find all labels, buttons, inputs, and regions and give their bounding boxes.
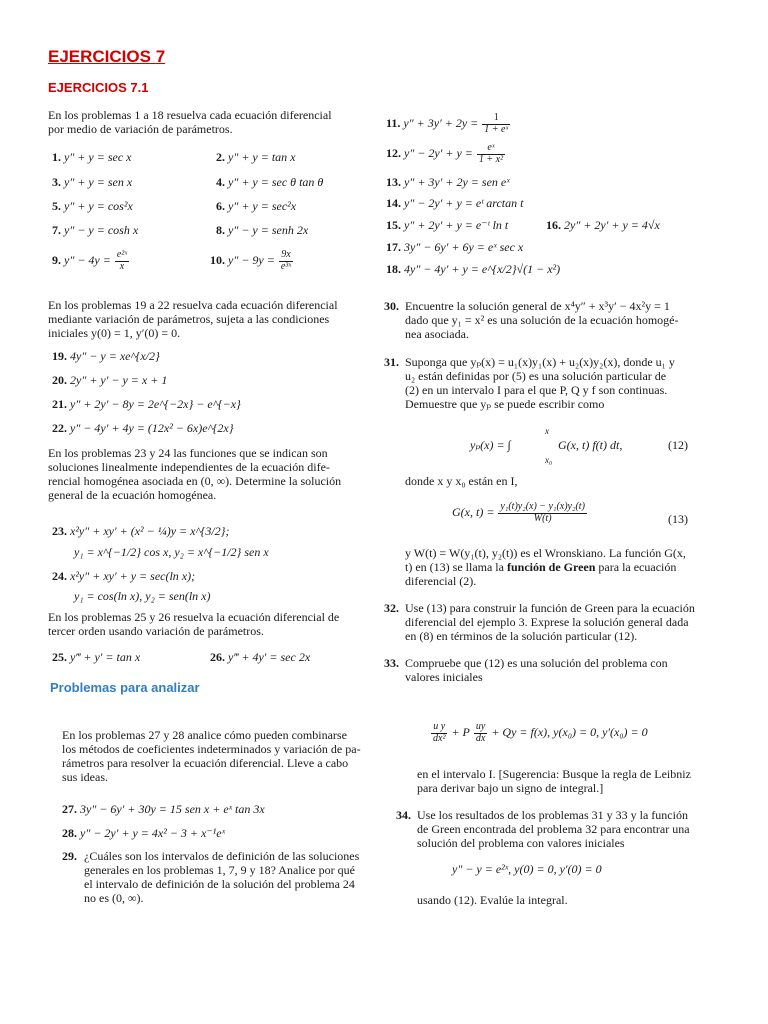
problem-32-text <box>405 601 697 643</box>
text-line: En los problemas 27 y 28 analice cómo pueden combinarse <box>62 728 347 742</box>
problem-5 <box>52 199 133 213</box>
problem-31-text <box>405 355 693 412</box>
denominator: e³ˣ <box>280 260 292 272</box>
equation: y″ + y = cos²x <box>64 199 133 213</box>
problem-31 <box>384 355 399 369</box>
fraction <box>431 722 447 744</box>
problem-number: 27. <box>62 802 77 816</box>
problem-number: 6. <box>216 199 225 213</box>
denominator: 1 + eˣ <box>484 123 509 135</box>
problem-23 <box>52 524 229 538</box>
text-line: general de la ecuación homogénea. <box>48 488 217 503</box>
integral-upper-limit: x <box>545 426 549 436</box>
problem-34 <box>396 808 411 822</box>
equation-tag: (12) <box>668 438 688 452</box>
text-line: u₂ están definidas por (5) es una solución particular de <box>405 369 667 384</box>
problem-number: 7. <box>52 223 61 237</box>
equation-lhs: yₚ(x) = ∫ <box>470 438 511 452</box>
intro-paragraph-5 <box>62 728 368 785</box>
problem-number: 34. <box>396 808 411 822</box>
equation-lhs: y″ + 3y′ + 2y = <box>403 115 479 130</box>
equation: x²y″ + xy′ + y = sec(ln x); <box>70 569 196 583</box>
problem-25 <box>52 650 140 664</box>
equation-lhs: y″ − 2y′ + y = <box>404 145 473 160</box>
equation-33 <box>430 722 648 744</box>
problem-9 <box>52 250 130 272</box>
equation: y″ + y = sec²x <box>228 199 297 213</box>
problem-11 <box>386 113 511 135</box>
text-line: Suponga que yₚ(x) = u₁(x)y₁(x) + u₂(x)y₂(x), donde u₁ y <box>405 355 675 369</box>
problem-19 <box>52 349 160 363</box>
text-line: para derivar bajo un signo de integral.] <box>417 781 604 796</box>
text-line: en el intervalo I. [Sugerencia: Busque la regla de Leibniz <box>417 767 691 781</box>
problem-8 <box>216 223 308 237</box>
equation: y″ + 3y′ + 2y = sen eˣ <box>404 175 510 189</box>
equation: 4y″ − y = xe^{x/2} <box>70 349 160 363</box>
problem-20 <box>52 373 167 387</box>
problem-15 <box>386 218 508 232</box>
text-line: iniciales y(0) = 1, y′(0) = 0. <box>48 326 181 341</box>
text-line: Use los resultados de los problemas 31 y 33 y la función <box>417 808 688 822</box>
text-line: En los problemas 25 y 26 resuelva la ecuación diferencial de <box>48 610 340 624</box>
text-line: Use (13) para construir la función de Green para la ecuación <box>405 601 695 615</box>
text-line: (2) en un intervalo I para el que P, Q y f son continuas. <box>405 383 668 398</box>
problem-10 <box>210 250 294 272</box>
equation: 2y″ + y′ − y = x + 1 <box>70 373 168 387</box>
problem-number: 4. <box>216 175 225 189</box>
problem-29 <box>62 849 77 863</box>
equation: y″ − 4y′ + 4y = (12x² − 6x)e^{2x} <box>70 421 234 435</box>
text-line: generales en los problemas 1, 7, 9 y 18? Analice por qué <box>84 863 355 878</box>
problem-27 <box>62 802 265 816</box>
problem-number: 13. <box>386 175 401 189</box>
problem-17 <box>386 240 523 254</box>
fraction <box>477 143 505 165</box>
intro-paragraph-1 <box>48 108 362 136</box>
problem-number: 25. <box>52 650 67 664</box>
denominator: W(t) <box>533 512 552 524</box>
problem-number: 14. <box>386 196 401 210</box>
problem-4 <box>216 175 323 189</box>
equation: y‴ + y′ = tan x <box>70 650 141 664</box>
problem-number: 5. <box>52 199 61 213</box>
problem-number: 28. <box>62 826 77 840</box>
equation: x²y″ + xy′ + (x² − ¼)y = x^{3/2}; <box>70 524 230 538</box>
problem-30 <box>384 299 399 313</box>
fraction <box>279 250 293 272</box>
text-line: sus ideas. <box>62 770 108 785</box>
fraction <box>115 250 129 272</box>
equation: 2y″ + 2y′ + y = 4√x <box>564 218 660 232</box>
problem-number: 10. <box>210 252 225 267</box>
numerator: u y <box>431 722 447 734</box>
numerator: 9x <box>279 250 293 262</box>
problem-21 <box>52 397 241 411</box>
text-line: ¿Cuáles son los intervalos de definición de las soluciones <box>84 849 360 863</box>
problem-33 <box>384 656 399 670</box>
problem-number: 22. <box>52 421 67 435</box>
text-line: En los problemas 23 y 24 las funciones que se indican son <box>48 446 328 460</box>
denominator: dx <box>475 732 486 744</box>
problem-number: 19. <box>52 349 67 363</box>
text-line: Encuentre la solución general de x⁴y″ + x³y′ − 4x²y = 1 <box>405 299 670 313</box>
problem-number: 9. <box>52 252 61 267</box>
text-line: En los problemas 19 a 22 resuelva cada ecuación diferencial <box>48 298 338 312</box>
term: + P <box>451 724 470 739</box>
equation: y″ − 2y′ + y = eᵗ arctan t <box>404 196 524 210</box>
text-line: de Green encontrada del problema 32 para encontrar una <box>417 822 690 837</box>
fraction <box>498 502 586 524</box>
page-title: EJERCICIOS 7 <box>48 47 166 66</box>
equation: y″ + 2y′ + y = e⁻ᵗ ln t <box>404 218 509 232</box>
problem-number: 31. <box>384 355 399 369</box>
bold-term: función de Green <box>506 560 596 575</box>
problem-26 <box>210 650 310 664</box>
equation: 4y″ − 4y′ + y = e^{x/2}√(1 − x²) <box>404 262 561 276</box>
problem-number: 17. <box>386 240 401 254</box>
text-line: el intervalo de definición de la solución del problema 24 <box>84 877 355 892</box>
numerator: y₁(t)y₂(x) − y₁(x)y₂(t) <box>500 501 585 512</box>
text-line: t) en (13) se llama la función de Green para la ecuación <box>405 560 677 575</box>
text-line: Compruebe que (12) es una solución del problema con <box>405 656 668 670</box>
equation-lhs: y″ − 4y = <box>64 252 111 267</box>
problem-14 <box>386 196 523 210</box>
fraction <box>474 722 487 744</box>
problem-number: 16. <box>546 218 561 232</box>
equation: y″ + y = sec x <box>64 150 132 164</box>
text-line: nea asociada. <box>405 327 469 342</box>
intro-paragraph-2 <box>48 298 362 340</box>
text-line: los métodos de coeficientes indeterminados y variación de pa- <box>62 742 361 757</box>
denominator: dx² <box>433 732 446 744</box>
equation: y‴ + 4y′ = sec 2x <box>228 650 311 664</box>
problem-number: 1. <box>52 150 61 164</box>
problem-33-text <box>405 656 697 684</box>
problem-number: 23. <box>52 524 67 538</box>
denominator: 1 + x² <box>478 153 504 165</box>
text-line: diferencial del ejemplo 3. Exprese la solución general dada <box>405 615 689 630</box>
text-line: tercer orden usando variación de parámetros. <box>48 624 264 639</box>
section-heading: Problemas para analizar <box>50 680 200 695</box>
equation: y″ − y = senh 2x <box>228 223 309 237</box>
problem-number: 15. <box>386 218 401 232</box>
solution-24: y₁ = cos(ln x), y₂ = sen(ln x) <box>74 589 211 603</box>
problem-number: 32. <box>384 601 399 615</box>
intro-paragraph-4 <box>48 610 362 638</box>
text-line: Demuestre que yₚ se puede escribir como <box>405 397 605 412</box>
equation: 3y″ − 6y′ + 30y = 15 sen x + eˣ tan 3x <box>80 802 265 816</box>
equation-rhs: G(x, t) f(t) dt, <box>558 438 623 452</box>
numerator: 1 <box>482 113 510 125</box>
problem-number: 3. <box>52 175 61 189</box>
equation-34: y″ − y = e²ˣ, y(0) = 0, y′(0) = 0 <box>452 862 602 876</box>
after-13-text <box>405 546 697 588</box>
problem-29-text <box>84 849 370 906</box>
problem-number: 18. <box>386 262 401 276</box>
problem-number: 8. <box>216 223 225 237</box>
problem-13 <box>386 175 510 189</box>
text-line: soluciones linealmente independientes de la ecuación dife- <box>48 460 330 475</box>
section-subtitle: EJERCICIOS 7.1 <box>48 80 149 95</box>
text-line: no es (0, ∞). <box>84 891 144 906</box>
equation: 3y″ − 6y′ + 6y = eˣ sec x <box>404 240 524 254</box>
equation-tag: (13) <box>668 512 688 526</box>
problem-18 <box>386 262 560 276</box>
numerator: e²ˣ <box>116 249 128 260</box>
problem-number: 24. <box>52 569 67 583</box>
problem-number: 12. <box>386 145 401 160</box>
text-line: rámetros para resolver la ecuación diferencial. Lleve a cabo <box>62 756 349 771</box>
equation-12 <box>470 438 511 452</box>
intro-paragraph-3 <box>48 446 362 503</box>
problem-number: 29. <box>62 849 77 863</box>
equation-lhs: G(x, t) = <box>452 504 495 519</box>
problem-number: 30. <box>384 299 399 313</box>
problem-32 <box>384 601 399 615</box>
problem-34-text <box>417 808 707 850</box>
text-line: rencial homogénea asociada en (0, ∞). Determine la solución <box>48 474 342 489</box>
problem-number: 21. <box>52 397 67 411</box>
text-line: diferencial (2). <box>405 574 477 589</box>
donde-line: donde x y x₀ están en I, <box>405 474 518 488</box>
problem-22 <box>52 421 234 435</box>
text-line: dado que y₁ = x² es una solución de la ecuación homogé- <box>405 313 679 328</box>
integral-lower-limit: x₀ <box>545 455 553 465</box>
text-line: mediante variación de parámetros, sujeta a las condiciones <box>48 312 330 327</box>
text-line: En los problemas 1 a 18 resuelva cada ecuación diferencial <box>48 108 332 122</box>
problem-24 <box>52 569 195 583</box>
problem-1 <box>52 150 132 164</box>
text-line: solución del problema con valores iniciales <box>417 836 625 851</box>
numerator: uy <box>475 721 486 732</box>
equation: y″ − 2y′ + y = 4x² − 3 + x⁻¹eˣ <box>80 826 225 840</box>
problem-number: 20. <box>52 373 67 387</box>
problem-number: 2. <box>216 150 225 164</box>
equation-rest: + Qy = f(x), y(x₀) = 0, y′(x₀) = 0 <box>491 724 648 739</box>
equation-lhs: y″ − 9y = <box>228 252 275 267</box>
problem-30-text <box>405 299 693 341</box>
final-line: usando (12). Evalúe la integral. <box>417 893 568 907</box>
equation: y″ + 2y′ − 8y = 2e^{−2x} − e^{−x} <box>70 397 241 411</box>
problem-12 <box>386 143 506 165</box>
equation-13 <box>452 502 588 524</box>
fraction <box>482 113 510 135</box>
problem-number: 11. <box>386 115 401 130</box>
equation: y″ + y = sec θ tan θ <box>228 175 324 189</box>
problem-3 <box>52 175 132 189</box>
problem-16 <box>546 218 660 232</box>
solution-23: y₁ = x^{−1/2} cos x, y₂ = x^{−1/2} sen x <box>74 545 269 559</box>
problem-28 <box>62 826 225 840</box>
equation: y″ + y = tan x <box>228 150 296 164</box>
problem-number: 26. <box>210 650 225 664</box>
problem-2 <box>216 150 296 164</box>
text-line: valores iniciales <box>405 670 483 685</box>
numerator: eˣ <box>477 143 505 155</box>
problem-6 <box>216 199 296 213</box>
problem-number: 33. <box>384 656 399 670</box>
problem-7 <box>52 223 138 237</box>
text-line: en (8) en términos de la solución particular (12). <box>405 629 638 644</box>
text-line: y W(t) = W(y₁(t), y₂(t)) es el Wronskiano. La función G(x, <box>405 546 686 560</box>
equation: y″ + y = sen x <box>64 175 133 189</box>
text-line: por medio de variación de parámetros. <box>48 122 233 137</box>
after-33-text <box>417 767 707 795</box>
denominator: x <box>119 260 125 272</box>
equation: y″ − y = cosh x <box>64 223 139 237</box>
